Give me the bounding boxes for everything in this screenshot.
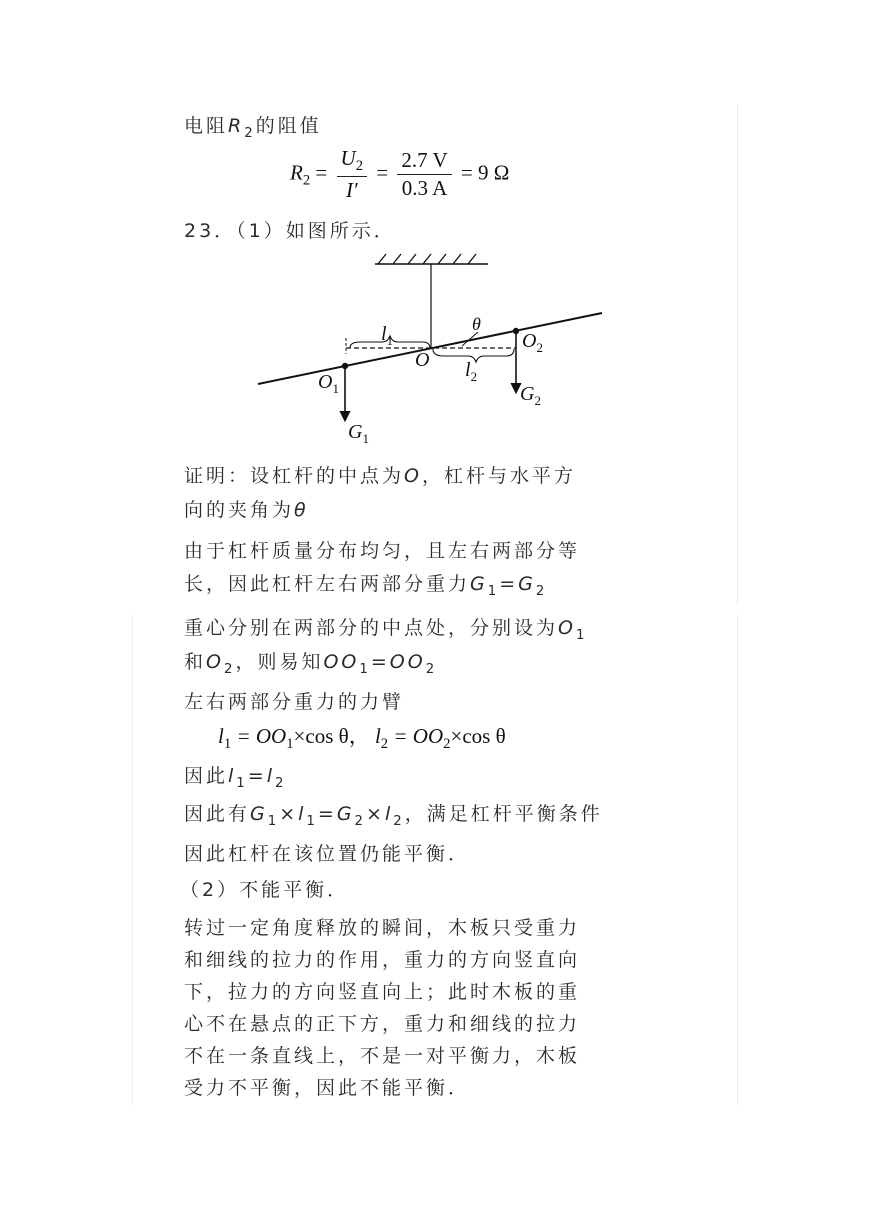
text: = OO [388,724,444,748]
sub: 1 [575,627,588,643]
times: × [366,803,385,825]
label-l2: $l_2$ [465,359,478,384]
label-g2: $G_2$ [520,383,541,408]
var-l2: l [384,803,394,825]
frac-num: U [340,146,356,170]
r2-heading-suffix: 的阻值 [255,115,322,137]
sub: 2 [393,813,405,829]
var-g1: G [250,803,268,825]
eq: = [317,803,337,825]
text: 长，因此杠杆左右两部分重力 [184,573,471,595]
sub: 2 [425,661,438,677]
scan-edge-line [737,615,738,1105]
times: × [279,803,299,825]
formula-eq: = [315,160,328,185]
label-l1: $l_1$ [381,323,394,348]
formula-eq: = [376,160,389,185]
part2-line-5: 不在一条直线上，不是一对平衡力，木板 [184,1045,581,1067]
proof-line-2 [184,496,309,524]
text: 向的夹角为 [184,499,295,521]
proof-line-7: 左右两部分重力的力臂 [184,691,405,713]
ceiling-hatch [378,254,476,264]
text: 因此有 [184,803,251,825]
sub: 1 [306,813,318,829]
text: ×cos θ [450,724,506,748]
r2-heading [184,112,322,148]
scan-edge-line [132,615,133,1105]
frac-num-value: 2.7 V [397,148,451,175]
formula-lhs: R [290,160,303,185]
proof-line-3: 由于杠杆质量分布均匀，且左右两部分等 [184,540,581,562]
r2-sub: 2 [244,125,256,141]
fraction-u-over-i [337,146,368,203]
var-g2: G [518,573,536,595]
sub: 1 [236,775,248,791]
text: 重心分别在两部分的中点处，分别设为 [184,617,559,639]
eq: = [247,765,267,787]
r2-formula [290,146,509,203]
var-theta: θ [294,499,309,521]
label-o2: $O_2$ [522,330,543,355]
sub: 2 [380,736,389,753]
var-oo2: OO [389,651,426,673]
lever-arm-formula [218,720,506,753]
text: 和 [184,651,207,673]
frac-den-value: 0.3 A [401,176,448,201]
frac-num-sub: 2 [355,158,364,175]
var-g1: G [470,573,488,595]
proof-line-10: 因此杠杆在该位置仍能平衡． [184,843,471,865]
brace-l2 [433,349,514,362]
label-o: O [415,349,430,371]
proof-line-4 [184,570,547,606]
r2-var: R [228,115,245,137]
text: = OO [231,724,287,748]
frac-den: I′ [345,178,358,203]
proof-line-6 [184,648,437,684]
text: 证明：设杠杆的中点为 [184,465,405,487]
scan-edge-line [737,105,738,605]
sub: 2 [443,736,451,753]
var-l1: l [298,803,307,825]
sub: 1 [223,736,232,753]
eq: = [370,651,390,673]
var-l2: l [266,765,275,787]
proof-line-9 [184,800,603,836]
proof-line-8 [184,762,286,798]
label-g1: $G_1$ [348,421,369,446]
text: ×cos θ， [293,724,370,748]
eq: = [499,573,519,595]
formula-lhs-sub: 2 [302,172,311,189]
var-l2: l [374,724,381,748]
text: ，则易知 [235,651,324,673]
sub: 1 [267,813,280,829]
text: 因此 [184,765,229,787]
var-o1: O [558,617,576,639]
text: ，满足杠杆平衡条件 [404,803,603,825]
var-o2: O [206,651,224,673]
q23-intro: 23．（1）如图所示． [184,220,396,242]
part2-line-4: 心不在悬点的正下方，重力和细线的拉力 [184,1013,581,1035]
sub: 1 [487,583,500,599]
sub: 2 [274,775,287,791]
var-l1: l [228,765,237,787]
label-theta: θ [472,314,481,334]
var-l1: l [218,724,224,748]
var-o: O [404,465,422,487]
text: ，杠杆与水平方 [421,465,576,487]
r2-heading-prefix: 电阻 [184,115,229,137]
sub: 2 [535,583,548,599]
fraction-values [397,148,451,201]
lever-diagram [250,248,620,448]
var-g2: G [336,803,355,825]
part2-line-3: 下，拉力的方向竖直向上；此时木板的重 [184,981,581,1003]
part2-line-1: 转过一定角度释放的瞬间，木板只受重力 [184,917,581,939]
formula-result: = 9 Ω [460,160,510,185]
proof-line-5 [184,614,587,650]
sub: 1 [359,661,371,677]
proof-line-1 [184,462,576,490]
part2-title: （2）不能平衡． [180,879,350,901]
part2-line-2: 和细线的拉力的作用，重力的方向竖直向 [184,949,581,971]
sub: 2 [354,813,367,829]
sub: 2 [223,661,236,677]
sub: 1 [286,736,294,753]
var-oo1: OO [323,651,360,673]
part2-line-6: 受力不平衡，因此不能平衡． [184,1077,471,1099]
label-o1: $O_1$ [318,371,339,396]
